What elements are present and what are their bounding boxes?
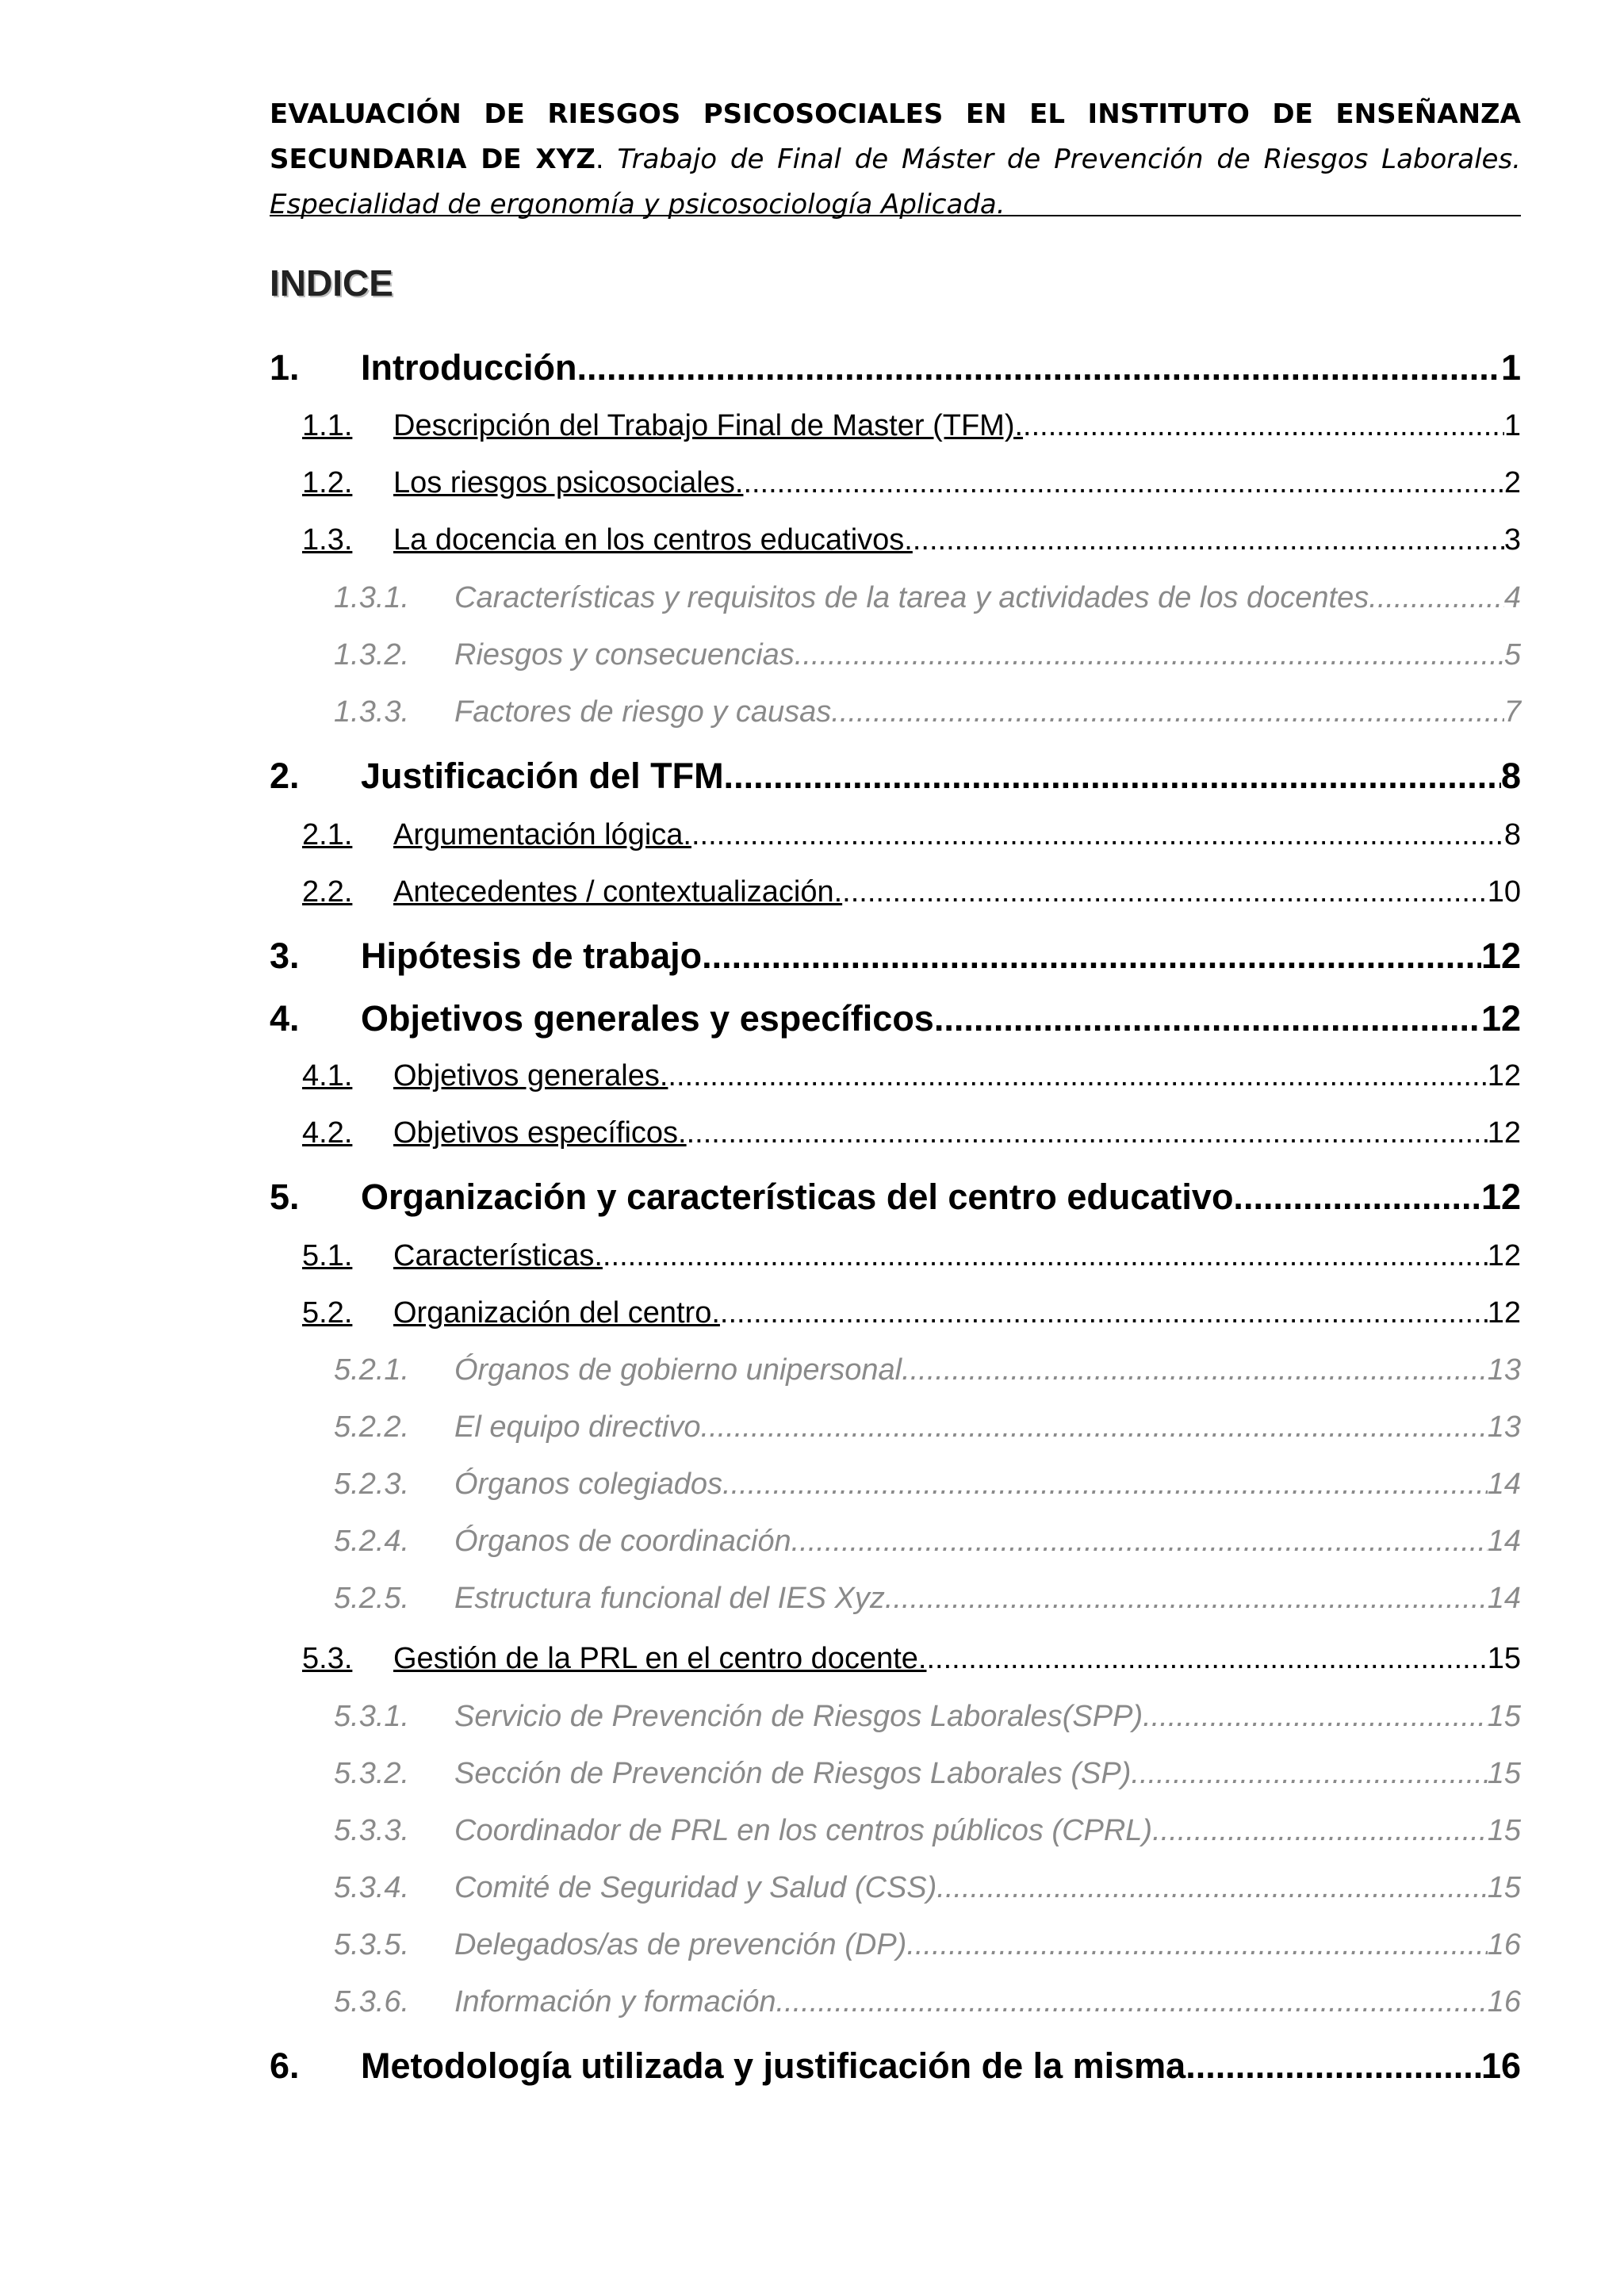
toc-entry-title: Órganos colegiados.	[454, 1468, 731, 1501]
toc-entry-title: Objetivos generales.	[393, 1059, 668, 1093]
toc-entry-number: 5.2.1.	[334, 1353, 410, 1387]
toc-entry-page: 8	[1500, 756, 1521, 796]
toc-entry-page: 10	[1487, 875, 1521, 909]
toc-entry-number: 5.2.3.	[334, 1468, 410, 1501]
toc-entry-page: 1	[1500, 347, 1521, 388]
toc-entry[interactable]	[334, 1757, 1521, 1798]
toc-entry-page: 16	[1487, 1928, 1521, 1961]
header-title: EVALUACIÓN DE RIESGOS PSICOSOCIALES EN EL INSTITUTO DE ENSEÑANZA SECUNDARIA DE XYZ	[270, 98, 1521, 175]
toc-dot-leader	[784, 1985, 1488, 2019]
toc-entry[interactable]	[302, 1296, 1521, 1337]
toc-entry-page: 15	[1487, 1757, 1521, 1790]
toc-entry[interactable]	[302, 466, 1521, 507]
toc-entry[interactable]	[302, 523, 1521, 564]
toc-dot-leader	[733, 756, 1501, 797]
toc-entry-page: 15	[1487, 1642, 1521, 1675]
toc-entry[interactable]	[270, 2045, 1521, 2093]
toc-entry-page: 5	[1503, 638, 1521, 672]
toc-dot-leader	[893, 1582, 1487, 1616]
toc-entry-title: Información y formación.	[454, 1985, 785, 2019]
toc-dot-leader	[799, 1525, 1488, 1559]
toc-entry-number: 5.3.2.	[334, 1757, 410, 1790]
toc-entry[interactable]	[302, 818, 1521, 859]
toc-entry-title: Organización del centro.	[393, 1296, 720, 1330]
toc-entry-page: 12	[1480, 1177, 1521, 1217]
toc-entry-title: Estructura funcional del IES Xyz.	[454, 1582, 894, 1615]
toc-dot-leader	[1196, 2045, 1481, 2087]
toc-entry-title: Órganos de coordinación.	[454, 1525, 800, 1558]
toc-entry-page: 16	[1487, 1985, 1521, 2019]
toc-entry[interactable]	[334, 1353, 1521, 1395]
toc-dot-leader	[668, 1059, 1487, 1093]
toc-entry-page: 14	[1487, 1582, 1521, 1615]
toc-entry-title: Servicio de Prevención de Riesgos Laborales(SPP).	[454, 1700, 1151, 1733]
toc-entry[interactable]	[334, 1700, 1521, 1741]
toc-dot-leader	[926, 1642, 1487, 1676]
toc-entry[interactable]	[302, 1116, 1521, 1158]
toc-entry-number: 6.	[270, 2045, 300, 2086]
toc-heading: INDICE	[270, 262, 393, 304]
toc-entry[interactable]	[334, 1410, 1521, 1452]
toc-entry-title: Hipótesis de trabajo.	[361, 936, 712, 976]
toc-entry-page: 12	[1487, 1059, 1521, 1093]
toc-dot-leader	[1161, 1814, 1488, 1848]
toc-entry-title: Sección de Prevención de Riesgos Laborales (SP).	[454, 1757, 1139, 1790]
toc-entry[interactable]	[334, 1525, 1521, 1566]
toc-entry-number: 1.3.3.	[334, 695, 410, 729]
toc-entry-number: 5.3.5.	[334, 1928, 410, 1961]
toc-entry-title: Objetivos generales y específicos.	[361, 998, 944, 1039]
toc-entry[interactable]	[334, 1928, 1521, 1969]
toc-dot-leader	[712, 936, 1481, 977]
toc-entry-number: 1.3.2.	[334, 638, 410, 672]
toc-dot-leader	[731, 1468, 1488, 1502]
toc-entry-title: Justificación del TFM.	[361, 756, 734, 796]
toc-dot-leader	[842, 875, 1488, 909]
toc-dot-leader	[1023, 409, 1504, 443]
toc-entry-page: 15	[1487, 1871, 1521, 1904]
toc-entry-page: 12	[1480, 936, 1521, 976]
toc-entry-page: 14	[1487, 1525, 1521, 1558]
toc-entry-title: Los riesgos psicosociales.	[393, 466, 744, 499]
toc-entry-number: 1.	[270, 347, 300, 388]
toc-entry-number: 5.2.4.	[334, 1525, 410, 1558]
toc-entry[interactable]	[334, 581, 1521, 622]
toc-dot-leader	[1139, 1757, 1488, 1791]
toc-entry-number: 1.3.	[302, 523, 353, 557]
toc-entry-page: 12	[1487, 1296, 1521, 1330]
toc-entry-page: 13	[1487, 1353, 1521, 1387]
toc-entry-number: 5.	[270, 1177, 300, 1217]
toc-entry[interactable]	[270, 936, 1521, 983]
toc-dot-leader	[691, 818, 1504, 852]
toc-entry-title: Metodología utilizada y justificación de la misma.	[361, 2045, 1196, 2086]
toc-entry-number: 5.3.3.	[334, 1814, 410, 1847]
toc-entry-title: El equipo directivo.	[454, 1410, 710, 1444]
toc-entry-title: Características y requisitos de la tarea y actividades de los docentes.	[454, 581, 1377, 614]
toc-entry-number: 5.3.1.	[334, 1700, 410, 1733]
toc-entry-title: Delegados/as de prevención (DP).	[454, 1928, 915, 1961]
toc-entry[interactable]	[302, 1059, 1521, 1100]
toc-entry[interactable]	[302, 1642, 1521, 1683]
toc-entry-title: Riesgos y consecuencias.	[454, 638, 803, 672]
toc-entry-title: Objetivos específicos.	[393, 1116, 687, 1150]
toc-entry-page: 3	[1503, 523, 1521, 557]
toc-entry[interactable]	[334, 1814, 1521, 1855]
toc-entry-page: 4	[1503, 581, 1521, 614]
toc-entry-page: 14	[1487, 1468, 1521, 1501]
toc-entry-number: 4.1.	[302, 1059, 353, 1093]
toc-entry-page: 12	[1487, 1239, 1521, 1272]
toc-entry-number: 2.1.	[302, 818, 353, 851]
toc-dot-leader	[913, 523, 1504, 557]
toc-entry-title: La docencia en los centros educativos.	[393, 523, 913, 557]
toc-dot-leader	[1377, 581, 1504, 615]
toc-dot-leader	[687, 1116, 1488, 1150]
toc-entry[interactable]	[302, 1239, 1521, 1280]
toc-entry[interactable]	[270, 1177, 1521, 1224]
toc-entry-page: 2	[1503, 466, 1521, 499]
toc-entry-number: 1.3.1.	[334, 581, 410, 614]
toc-entry-page: 16	[1480, 2045, 1521, 2086]
toc-entry[interactable]	[302, 409, 1521, 450]
toc-entry-title: Gestión de la PRL en el centro docente.	[393, 1642, 927, 1675]
toc-dot-leader	[915, 1928, 1488, 1962]
toc-entry-number: 3.	[270, 936, 300, 976]
toc-entry[interactable]	[334, 1582, 1521, 1623]
toc-entry-title: Órganos de gobierno unipersonal.	[454, 1353, 910, 1387]
toc-entry[interactable]	[334, 1985, 1521, 2026]
toc-dot-leader	[1243, 1177, 1481, 1218]
toc-entry-number: 5.2.2.	[334, 1410, 410, 1444]
toc-dot-leader	[603, 1239, 1488, 1273]
toc-entry-number: 4.2.	[302, 1116, 353, 1150]
toc-entry-number: 5.3.4.	[334, 1871, 410, 1904]
toc-entry-title: Antecedentes / contextualización.	[393, 875, 843, 909]
toc-entry-number: 5.3.	[302, 1642, 353, 1675]
toc-entry[interactable]	[270, 347, 1521, 395]
toc-entry-page: 13	[1487, 1410, 1521, 1444]
toc-entry-title: Coordinador de PRL en los centros públicos (CPRL).	[454, 1814, 1161, 1847]
toc-entry-title: Descripción del Trabajo Final de Master (TFM).	[393, 409, 1024, 442]
toc-entry-number: 1.2.	[302, 466, 353, 499]
toc-entry[interactable]	[302, 875, 1521, 916]
toc-entry-title: Factores de riesgo y causas.	[454, 695, 840, 729]
toc-entry[interactable]	[334, 1871, 1521, 1912]
toc-entry[interactable]	[334, 638, 1521, 679]
toc-entry-title: Características.	[393, 1239, 603, 1272]
toc-entry-number: 5.1.	[302, 1239, 353, 1272]
toc-entry-page: 15	[1487, 1814, 1521, 1847]
toc-entry-number: 2.	[270, 756, 300, 796]
toc-entry-number: 1.1.	[302, 409, 353, 442]
toc-entry-page: 12	[1480, 998, 1521, 1039]
toc-entry-number: 2.2.	[302, 875, 353, 909]
toc-dot-leader	[945, 1871, 1488, 1905]
toc-entry-page: 1	[1503, 409, 1521, 442]
toc-entry-page: 15	[1487, 1700, 1521, 1733]
toc-entry-number: 5.2.5.	[334, 1582, 410, 1615]
toc-entry-page: 8	[1503, 818, 1521, 851]
toc-dot-leader	[720, 1296, 1488, 1330]
toc-entry-title: Comité de Seguridad y Salud (CSS).	[454, 1871, 945, 1904]
toc-entry-number: 5.2.	[302, 1296, 353, 1330]
toc-dot-leader	[944, 998, 1481, 1039]
toc-entry-page: 7	[1503, 695, 1521, 729]
header-subtitle: Trabajo de Final de Máster de Prevención de Riesgos Laborales. Especialidad de ergonomía y psicosociología Aplicada.	[270, 144, 1521, 220]
toc-dot-leader	[709, 1410, 1488, 1445]
toc-dot-leader	[840, 695, 1504, 729]
toc-dot-leader	[910, 1353, 1488, 1387]
toc-dot-leader	[802, 638, 1504, 672]
toc-entry-number: 4.	[270, 998, 300, 1039]
toc-dot-leader	[743, 466, 1503, 500]
page-header: EVALUACIÓN DE RIESGOS PSICOSOCIALES EN EL INSTITUTO DE ENSEÑANZA SECUNDARIA DE XYZ. Trabajo de Final de Máster de Prevención de Riesgos Laborales. Especialidad de ergonomía y psicosociología Aplicada.	[270, 98, 1521, 220]
toc-dot-leader	[587, 347, 1501, 388]
toc-dot-leader	[1151, 1700, 1488, 1734]
toc-entry[interactable]	[270, 756, 1521, 803]
toc-entry-page: 12	[1487, 1116, 1521, 1150]
toc-entry-title: Organización y características del centro educativo.	[361, 1177, 1243, 1217]
toc-entry-number: 5.3.6.	[334, 1985, 410, 2019]
toc-entry[interactable]	[334, 695, 1521, 737]
toc-entry-title: Argumentación lógica.	[393, 818, 691, 851]
toc-entry[interactable]	[334, 1468, 1521, 1509]
toc-entry[interactable]	[270, 998, 1521, 1046]
toc-entry-title: Introducción.	[361, 347, 587, 388]
